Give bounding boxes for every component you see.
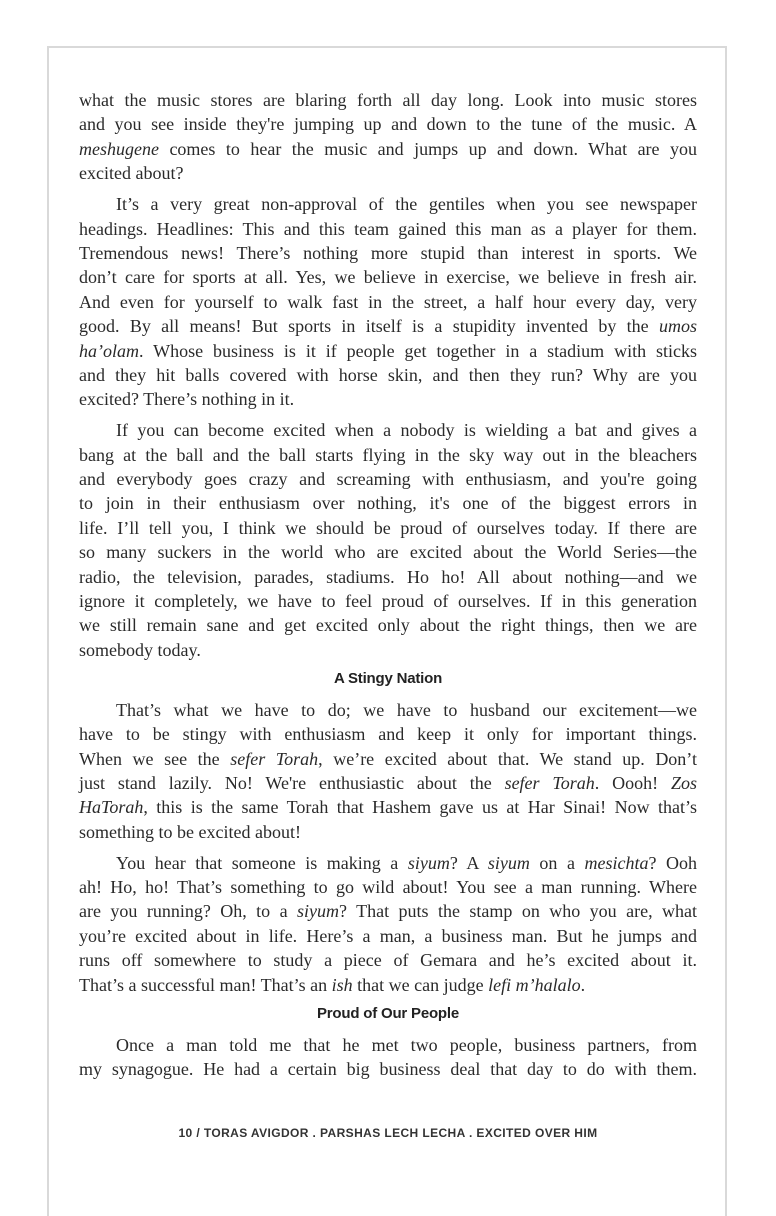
italic-term: Zos bbox=[671, 772, 698, 793]
page-body bbox=[79, 88, 697, 1088]
italic-term: sefer Torah bbox=[230, 748, 319, 769]
text-run: When we see the bbox=[79, 748, 231, 769]
running-footer: 10 / TORAS AVIGDOR . PARSHAS LECH LECHA . EXCITED OVER HIM bbox=[178, 1126, 598, 1140]
text-run: just stand lazily. No! We're enthusiastic about the bbox=[79, 772, 505, 793]
text-run: are you running? Oh, to a bbox=[79, 901, 298, 922]
text-line bbox=[79, 217, 697, 241]
text-run: . Oooh! bbox=[594, 772, 671, 793]
text-run: to join in their enthusiasm over nothing, it's one of the biggest errors in bbox=[79, 493, 697, 514]
text-line bbox=[79, 467, 697, 491]
text-run: , this is the same Torah that Hashem gave us at Har Sinai! Now that’s bbox=[143, 797, 697, 818]
text-run: and you see inside they're jumping up and down to the tune of the music. A bbox=[79, 114, 697, 135]
text-run: ignore it completely, we have to feel proud of ourselves. If in this generation bbox=[79, 591, 697, 611]
text-line bbox=[79, 112, 697, 136]
paragraph bbox=[79, 698, 697, 844]
section-heading: A Stingy Nation bbox=[333, 669, 443, 687]
text-line bbox=[79, 747, 697, 771]
text-line bbox=[79, 540, 697, 564]
text-line bbox=[79, 516, 697, 540]
text-run: Once a man told me that he met two people, business partners, from bbox=[116, 1034, 697, 1055]
text-run: good. By all means! But sports in itself is a stupidity invented by the bbox=[79, 316, 659, 337]
text-run: and they hit balls covered with horse skin, and then they run? Why are you bbox=[79, 364, 697, 385]
text-run: my synagogue. He had a certain big business deal that day to do with them. bbox=[79, 1059, 697, 1080]
text-line bbox=[79, 290, 697, 314]
italic-term: ha’olam bbox=[79, 340, 139, 361]
text-run: It’s a very great non-approval of the gentiles when you see newspaper bbox=[116, 194, 697, 215]
text-run: something to be excited about! bbox=[79, 821, 301, 842]
text-run: excited? There’s nothing in it. bbox=[79, 389, 295, 410]
italic-term: siyum bbox=[297, 901, 340, 922]
text-run: have to be stingy with enthusiasm and keep it only for important things. bbox=[79, 724, 697, 745]
text-run: that we can judge bbox=[352, 974, 489, 995]
paragraph bbox=[79, 1033, 697, 1082]
text-run: . bbox=[580, 974, 586, 995]
text-run: life. I’ll tell you, I think we should be proud of ourselves today. If there are bbox=[79, 517, 697, 538]
paragraph bbox=[79, 192, 697, 412]
text-run: And even for yourself to walk fast in the street, a half hour every day, very bbox=[79, 291, 697, 312]
italic-term: meshugene bbox=[79, 138, 159, 159]
text-line bbox=[79, 1057, 697, 1081]
italic-term: mesichta bbox=[584, 852, 649, 873]
text-run: runs off somewhere to study a piece of Gemara and he’s excited about it. bbox=[79, 950, 697, 971]
text-line bbox=[79, 314, 697, 338]
italic-term: HaTorah bbox=[79, 797, 144, 818]
text-line bbox=[79, 851, 697, 875]
text-run: That’s what we have to do; we have to husband our excitement—we bbox=[116, 699, 697, 720]
text-line bbox=[79, 265, 697, 289]
italic-term: umos bbox=[658, 316, 697, 337]
text-run: don’t care for sports at all. Yes, we believe in exercise, we believe in fresh air. bbox=[79, 267, 697, 288]
italic-term: siyum bbox=[487, 852, 530, 873]
text-line bbox=[79, 192, 697, 216]
text-line bbox=[79, 387, 697, 411]
text-run: You hear that someone is making a bbox=[116, 852, 408, 873]
text-run: on a bbox=[529, 852, 585, 873]
text-run: headings. Headlines: This and this team gained this man as a player for them. bbox=[79, 218, 697, 239]
text-line bbox=[79, 613, 697, 637]
text-run: what the music stores are blaring forth all day long. Look into music stores bbox=[79, 90, 697, 110]
text-line bbox=[79, 137, 697, 161]
text-line bbox=[79, 491, 697, 515]
text-line bbox=[79, 589, 697, 613]
text-line bbox=[79, 820, 697, 844]
text-line bbox=[79, 339, 697, 363]
text-run: you’re excited about in life. Here’s a man, a business man. But he jumps and bbox=[79, 925, 697, 946]
italic-term: sefer Torah bbox=[504, 772, 595, 793]
text-line bbox=[79, 88, 697, 112]
text-line bbox=[79, 948, 697, 972]
text-line bbox=[79, 443, 697, 467]
italic-term: siyum bbox=[407, 852, 450, 873]
italic-term: lefi m’halalo bbox=[488, 974, 581, 995]
italic-term: ish bbox=[331, 974, 353, 995]
paragraph bbox=[79, 418, 697, 662]
text-line bbox=[79, 795, 697, 819]
text-line bbox=[79, 899, 697, 923]
section-heading: Proud of Our People bbox=[316, 1004, 460, 1022]
text-run: ah! Ho, ho! That’s something to go wild about! You see a man running. Where bbox=[79, 877, 697, 898]
text-run: Tremendous news! There’s nothing more stupid than interest in sports. We bbox=[79, 242, 697, 263]
text-line bbox=[79, 698, 697, 722]
text-line bbox=[79, 875, 697, 899]
text-run: excited about? bbox=[79, 163, 184, 184]
text-line bbox=[79, 722, 697, 746]
text-line bbox=[79, 1033, 697, 1057]
text-line bbox=[79, 161, 697, 185]
text-run: somebody today. bbox=[79, 639, 201, 660]
text-run: ? Ooh bbox=[648, 852, 697, 873]
text-run: . Whose business is it if people get together in a stadium with sticks bbox=[139, 340, 697, 361]
paragraph bbox=[79, 88, 697, 186]
text-run: so many suckers in the world who are excited about the World Series—the bbox=[79, 542, 697, 563]
text-line bbox=[79, 924, 697, 948]
text-run: radio, the television, parades, stadiums. Ho ho! All about nothing—and we bbox=[79, 566, 697, 587]
text-run: comes to hear the music and jumps up and down. What are you bbox=[158, 138, 697, 159]
text-line bbox=[79, 418, 697, 442]
text-run: , we’re excited about that. We stand up. Don’t bbox=[318, 748, 697, 769]
text-run: we still remain sane and get excited only about the right things, then we are bbox=[79, 615, 697, 636]
text-line bbox=[79, 241, 697, 265]
text-run: ? A bbox=[449, 852, 488, 873]
text-run: and everybody goes crazy and screaming with enthusiasm, and you're going bbox=[79, 469, 697, 490]
text-run: If you can become excited when a nobody is wielding a bat and gives a bbox=[116, 420, 697, 441]
text-line bbox=[79, 363, 697, 387]
text-run: That’s a successful man! That’s an bbox=[79, 974, 332, 995]
text-line bbox=[79, 638, 697, 662]
text-line bbox=[79, 973, 697, 997]
paragraph bbox=[79, 851, 697, 997]
text-line bbox=[79, 771, 697, 795]
text-line bbox=[79, 565, 697, 589]
text-run: bang at the ball and the ball starts flying in the sky way out in the bleachers bbox=[79, 444, 697, 465]
text-run: ? That puts the stamp on who you are, what bbox=[339, 901, 697, 922]
